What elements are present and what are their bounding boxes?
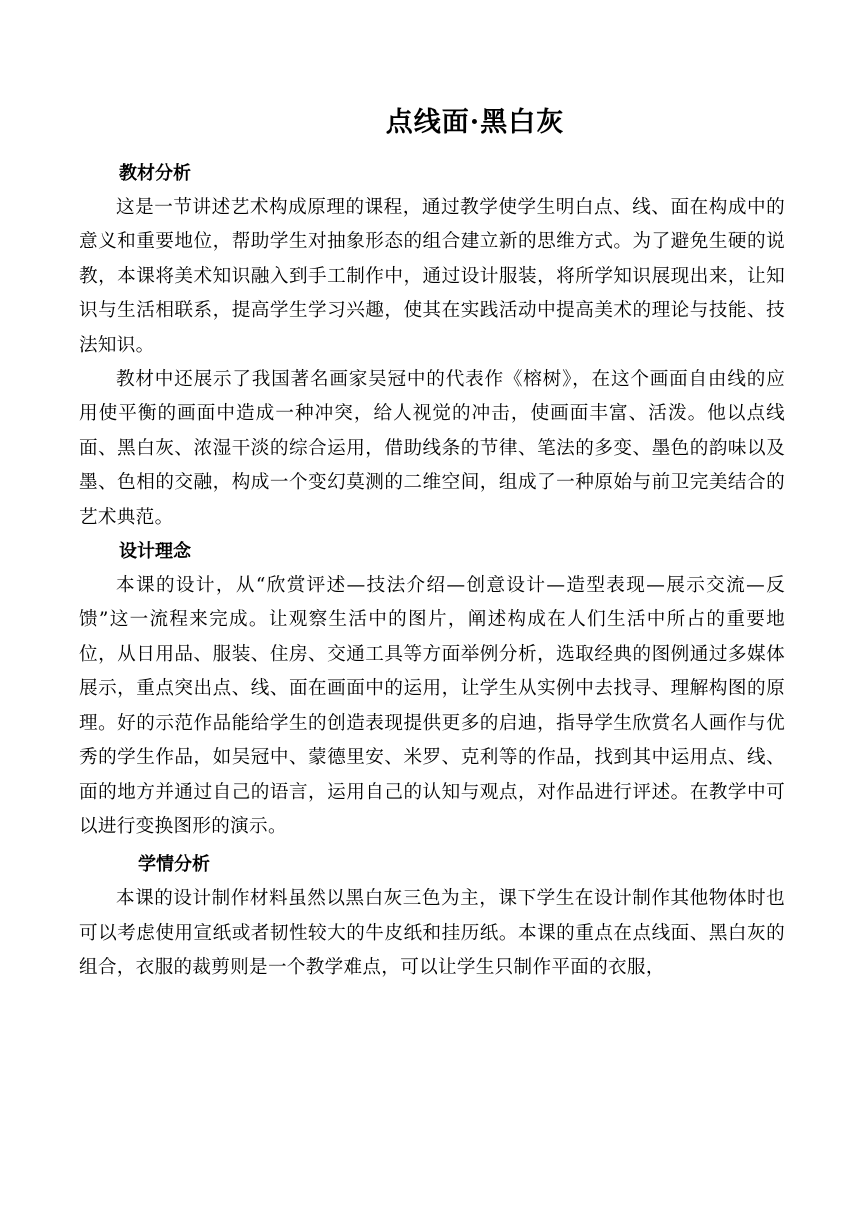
paragraph: 教材中还展示了我国著名画家吴冠中的代表作《榕树》，在这个画面自由线的应用使平衡的画面中造成一种冲突，给人视觉的冲击，使画面丰富、活泼。他以点线面、黑白灰、浓湿干淡的综合运用，借助线条的节律、笔法的多变、墨色的韵味以及墨、色相的交融，构成一个变幻莫测的二维空间，组成了一种原始与前卫完美结合的艺术典范。: [79, 369, 785, 528]
paragraph: 本课的设计，从“欣赏评述—技法介绍—创意设计—造型表现—展示交流—反馈”这一流程来完成。让观察生活中的图片，阐述构成在人们生活中所占的重要地位，从日用品、服装、住房、交通工具等方面举例分析，选取经典的图例通过多媒体展示，重点突出点、线、面在画面中的运用，让学生从实例中去找寻、理解构图的原理。好的示范作品能给学生的创造表现提供更多的启迪，指导学生欣赏名人画作与优秀的学生作品，如吴冠中、蒙德里安、米罗、克利等的作品，找到其中运用点、线、面的地方并通过自己的语言，运用自己的认知与观点，对作品进行评述。在教学中可以进行变换图形的演示。: [79, 575, 785, 837]
document-title: 点线面·黑白灰: [385, 107, 565, 138]
document-body: [79, 157, 785, 986]
paragraph: 本课的设计制作材料虽然以黑白灰三色为主，课下学生在设计制作其他物体时也可以考虑使用宣纸或者韧性较大的牛皮纸和挂历纸。本课的重点在点线面、黑白灰的组合，衣服的裁剪则是一个教学难点，可以让学生只制作平面的衣服，: [79, 888, 785, 979]
section-heading-design-concept: 设计理念: [119, 541, 191, 563]
paragraph: 这是一节讲述艺术构成原理的课程，通过教学使学生明白点、线、面在构成中的意义和重要地位，帮助学生对抽象形态的组合建立新的思维方式。为了避免生硬的说教，本课将美术知识融入到手工制作中，通过设计服装，将所学知识展现出来，让知识与生活相联系，提高学生学习兴趣，使其在实践活动中提高美术的理论与技能、技法知识。: [79, 197, 785, 356]
section-heading-textbook-analysis: 教材分析: [119, 163, 191, 184]
section-heading-student-analysis: 学情分析: [138, 854, 210, 876]
